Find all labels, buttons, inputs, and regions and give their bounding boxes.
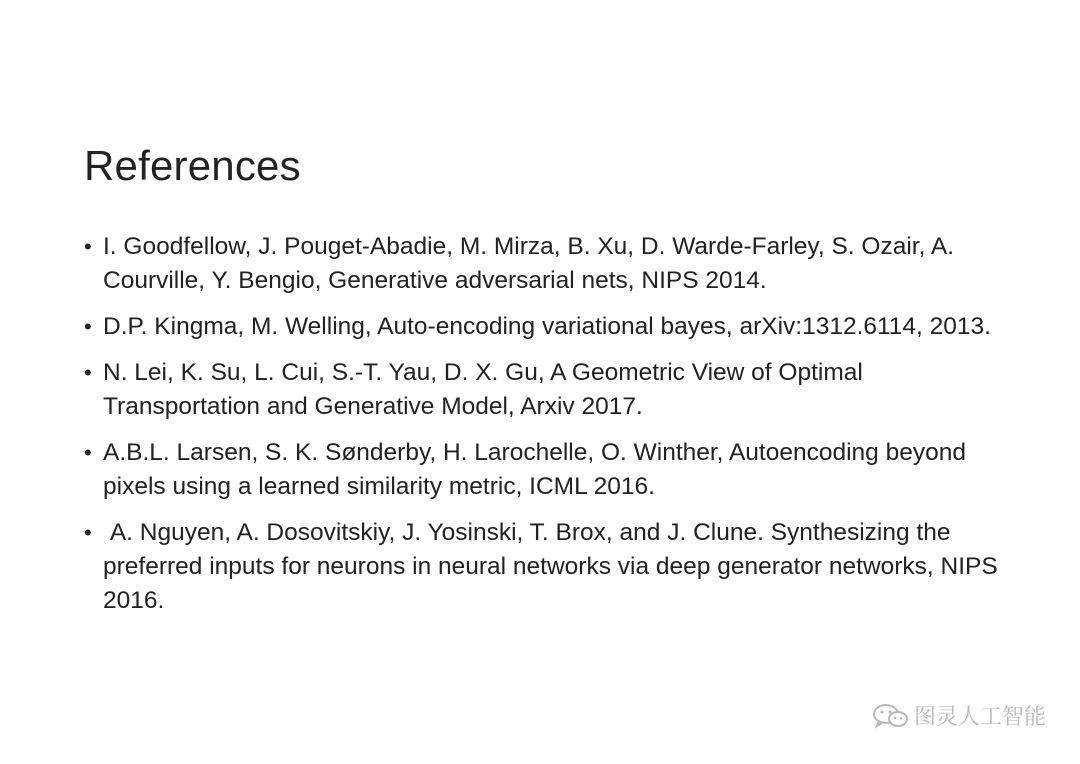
slide-title: References [84,142,301,189]
bullet: • [84,314,92,339]
watermark-text: 图灵人工智能 [913,705,1046,730]
reference-item [84,436,1014,504]
reference-item [84,230,1014,298]
reference-list [84,230,1014,630]
reference-item [84,516,1014,618]
bullet: • [84,360,92,385]
reference-text: D.P. Kingma, M. Welling, Auto-encoding variational bayes, arXiv:1312.6114, 2013. [103,313,991,340]
reference-text: A. Nguyen, A. Dosovitskiy, J. Yosinski, T. Brox, and J. Clune. Synthesizing the preferred inputs for neurons in neural networks via deep generator networks, NIPS 2016. [103,519,1005,614]
wechat-icon [872,703,910,729]
reference-text: N. Lei, K. Su, L. Cui, S.-T. Yau, D. X. Gu, A Geometric View of Optimal Transportation and Generative Model, Arxiv 2017. [103,359,863,420]
reference-text: I. Goodfellow, J. Pouget-Abadie, M. Mirza, B. Xu, D. Warde-Farley, S. Ozair, A. Courville, Y. Bengio, Generative adversarial nets, NIPS 2014. [103,233,955,294]
reference-item [84,356,1014,424]
bullet: • [84,520,92,545]
bullet: • [84,234,92,259]
bullet: • [84,440,92,465]
watermark [872,700,1046,731]
reference-text: A.B.L. Larsen, S. K. Sønderby, H. Larochelle, O. Winther, Autoencoding beyond pixels using a learned similarity metric, ICML 2016. [103,439,966,500]
reference-item [84,310,1014,344]
